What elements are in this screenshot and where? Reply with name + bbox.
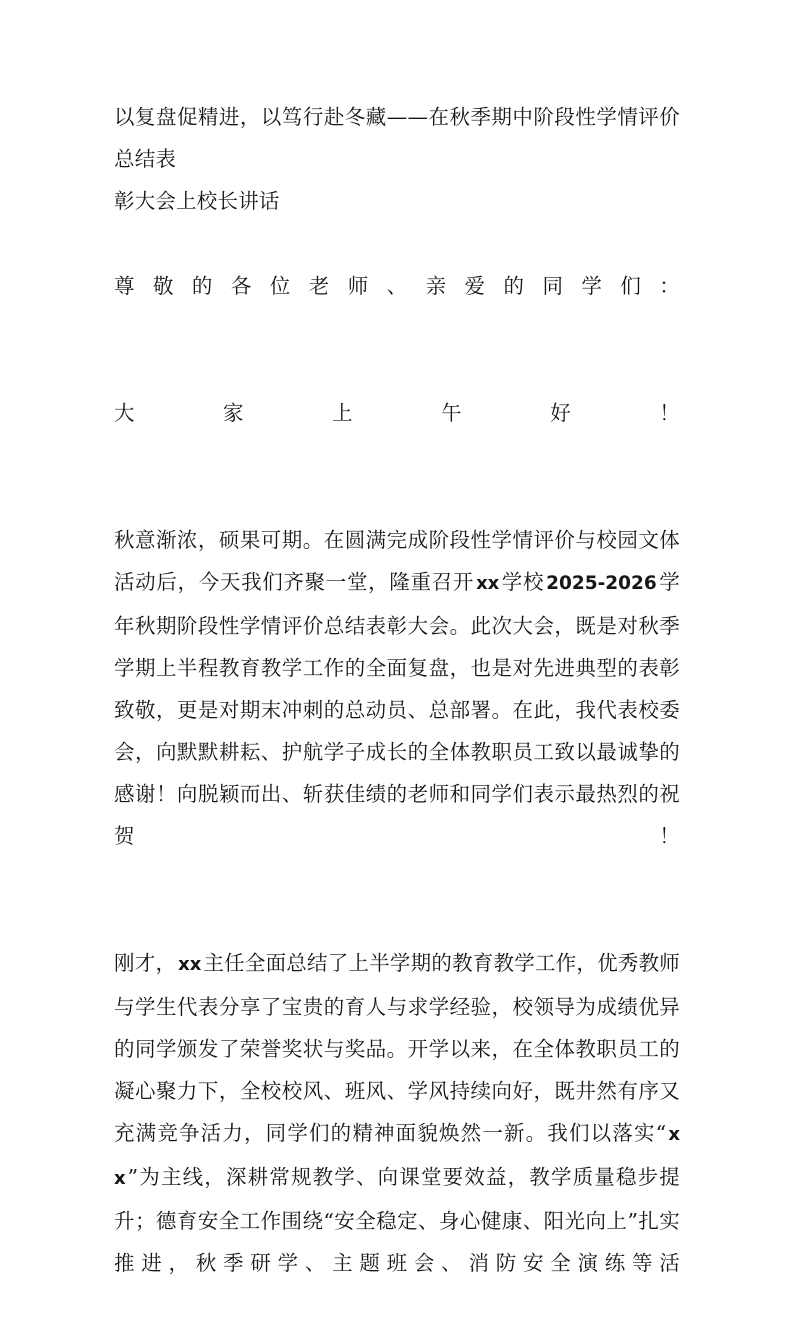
title-spacer <box>114 222 680 265</box>
document-title <box>114 96 680 222</box>
inline-number: 2025-2026 <box>546 573 657 594</box>
paragraph-spacer-1 <box>114 899 680 942</box>
body-paragraph-1: 秋意渐浓，硕果可期。在圆满完成阶段性学情评价与校园文体活动后，今天我们齐聚一堂，隆重召开 xx学校 2025-2026学年秋期阶段性学情评价总结表彰大会。此次大会，既是对秋季学期上半程教育教学工作的全面复盘，也是对先进典型的表彰致敬，更是对期末冲刺的总动员、总部署。在此，我代表校委会，向默默耕耘、护航学子成长的全体教职员工致以最诚挚的感谢！向脱颖而出、斩获佳绩的老师和同学们表示最热烈的祝贺！ <box>114 528 680 848</box>
title-line-1: 以复盘促精进，以笃行赴冬藏——在秋季期中阶段性学情评价总结表 <box>114 105 680 171</box>
salutation-spacer <box>114 349 680 392</box>
inline-latin-token: xx <box>114 1124 680 1189</box>
title-line-2: 彰大会上校长讲话 <box>114 189 280 213</box>
greeting-spacer <box>114 476 680 519</box>
body-paragraph-2: 刚才， xx主任全面总结了上半学期的教育教学工作，优秀教师与学生代表分享了宝贵的育人与求学经验，校领导为成绩优异的同学颁发了荣誉奖状与奖品。开学以来，在全体教职员工的凝心聚力下，全校校风、班风、学风持续向好，既井然有序又充满竞争活力，同学们的精神面貌焕然一新。我们以落实“ xx”为主线，深耕常规教学、向课堂要效益，教学质量稳步提升；德育安全工作围绕“安全稳定、身心健康、阳光向上”扎实推进，秋季研学、主题班会、消防安全演练等活 <box>114 951 680 1275</box>
inline-latin-token: xx <box>178 954 202 975</box>
inline-latin-token: xx <box>476 573 500 594</box>
greeting-line: 大家上午好！ <box>114 401 680 425</box>
salutation-line: 尊敬的各位老师、亲爱的同学们： <box>114 274 680 298</box>
document-text-block <box>114 96 680 1326</box>
